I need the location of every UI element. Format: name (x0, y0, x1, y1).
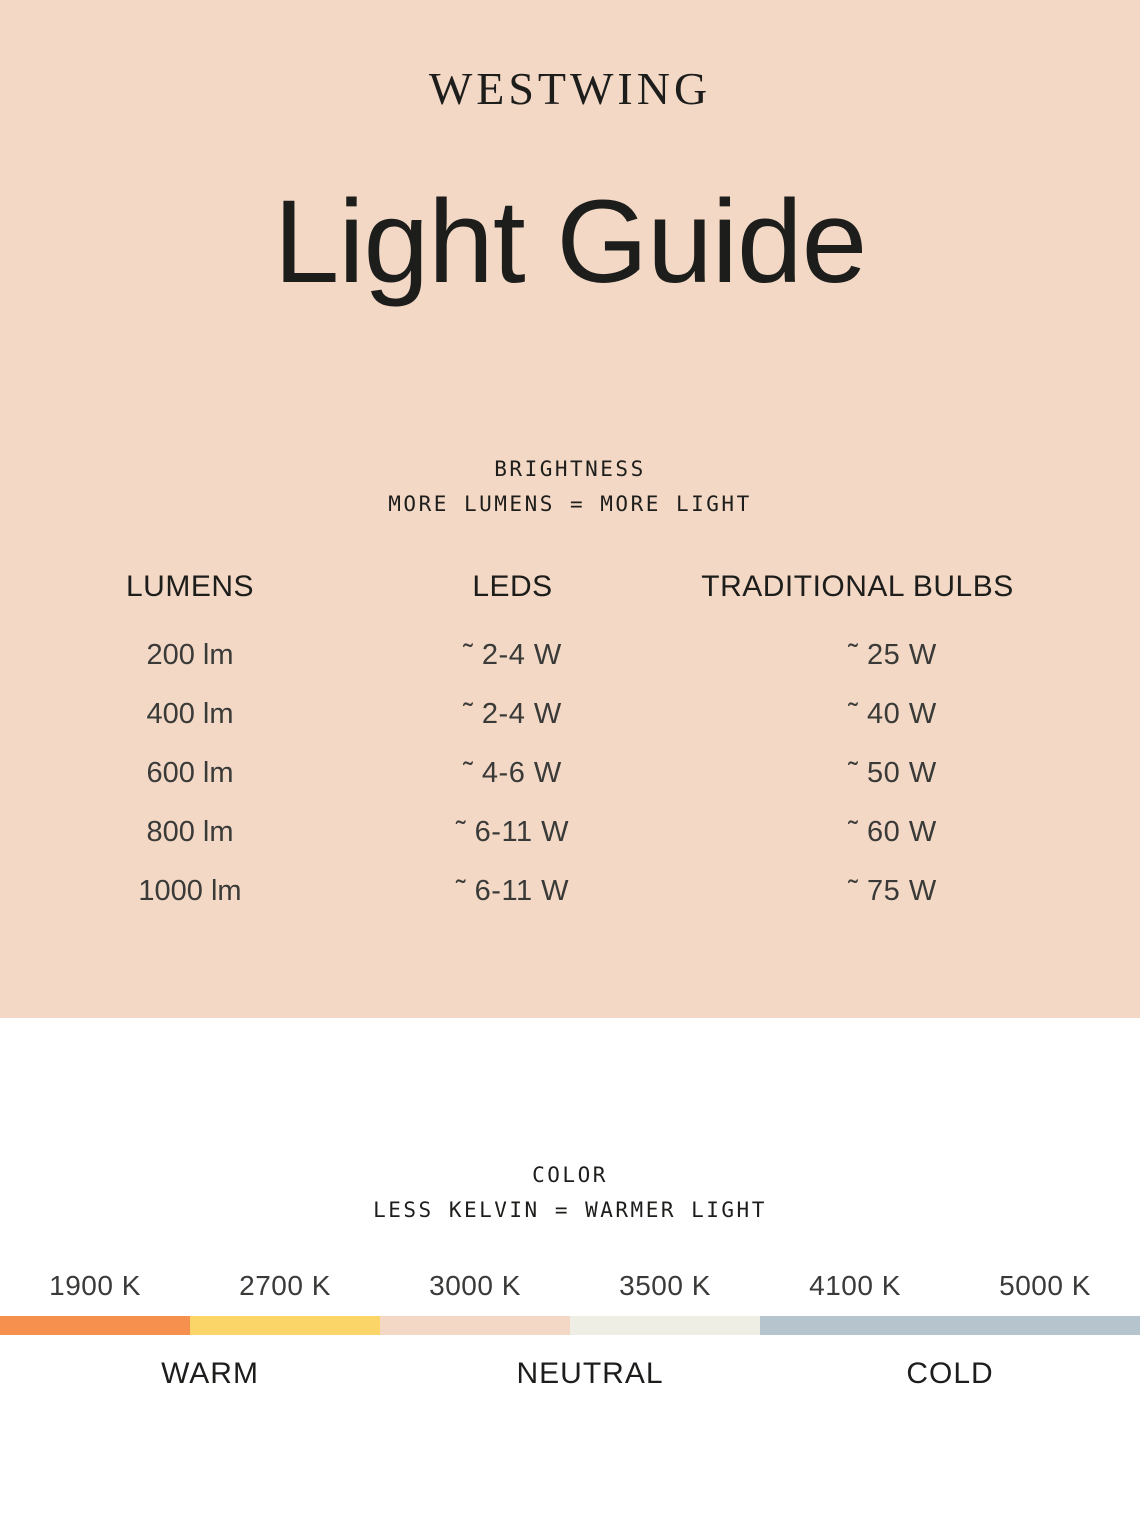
brightness-subtitle: MORE LUMENS = MORE LIGHT (388, 491, 752, 516)
cell-leds: ˜ 4-6 W (463, 757, 562, 789)
column-header-traditional-bulbs: TRADITIONAL BULBS (701, 570, 1014, 603)
kelvin-label: 4100 K (809, 1270, 901, 1301)
page-title: Light Guide (273, 176, 867, 308)
table-row (0, 803, 1140, 862)
table-body (0, 626, 1140, 921)
table-row (0, 744, 1140, 803)
lumens-table (0, 570, 1140, 921)
column-header-lumens: LUMENS (125, 570, 255, 603)
color-subtitle: LESS KELVIN = WARMER LIGHT (373, 1197, 767, 1222)
cell-lumens: 400 lm (146, 698, 234, 730)
cell-bulbs: ˜ 40 W (848, 698, 937, 730)
color-panel (0, 1018, 1140, 1520)
brightness-title: BRIGHTNESS (494, 457, 646, 481)
cell-bulbs: ˜ 60 W (848, 816, 937, 848)
temperature-label-neutral: NEUTRAL (516, 1357, 664, 1390)
cell-leds: ˜ 6-11 W (455, 875, 570, 907)
cell-lumens: 1000 lm (138, 875, 242, 907)
brightness-heading-block (0, 452, 1140, 521)
cell-lumens: 200 lm (146, 639, 234, 671)
color-title: COLOR (532, 1163, 608, 1187)
cell-bulbs: ˜ 25 W (848, 639, 937, 671)
color-swatch (190, 1316, 380, 1335)
temperature-label-cold: COLD (906, 1357, 994, 1390)
cell-leds: ˜ 2-4 W (463, 698, 562, 730)
color-temperature-bar (0, 1316, 1140, 1335)
temperature-label-row (0, 1357, 1140, 1391)
kelvin-label: 5000 K (999, 1270, 1091, 1301)
cell-lumens: 800 lm (146, 816, 234, 848)
table-row (0, 862, 1140, 921)
kelvin-label: 1900 K (49, 1270, 141, 1301)
brand-wordmark: WESTWING (428, 63, 712, 114)
color-swatch (380, 1316, 570, 1335)
cell-leds: ˜ 6-11 W (455, 816, 570, 848)
cell-leds: ˜ 2-4 W (463, 639, 562, 671)
color-swatch (950, 1316, 1140, 1335)
temperature-label-warm: WARM (161, 1357, 259, 1390)
kelvin-label-row (0, 1270, 1140, 1302)
color-swatch (760, 1316, 950, 1335)
color-heading-block (0, 1158, 1140, 1227)
color-swatch (570, 1316, 760, 1335)
column-header-leds: LEDS (472, 570, 553, 603)
cell-lumens: 600 lm (146, 757, 234, 789)
table-row (0, 685, 1140, 744)
kelvin-label: 3500 K (619, 1270, 711, 1301)
cell-bulbs: ˜ 50 W (848, 757, 937, 789)
table-row (0, 626, 1140, 685)
kelvin-scale (0, 1270, 1140, 1391)
table-header-row (0, 570, 1140, 626)
cell-bulbs: ˜ 75 W (848, 875, 937, 907)
color-swatch (0, 1316, 190, 1335)
kelvin-label: 2700 K (239, 1270, 331, 1301)
kelvin-label: 3000 K (429, 1270, 521, 1301)
